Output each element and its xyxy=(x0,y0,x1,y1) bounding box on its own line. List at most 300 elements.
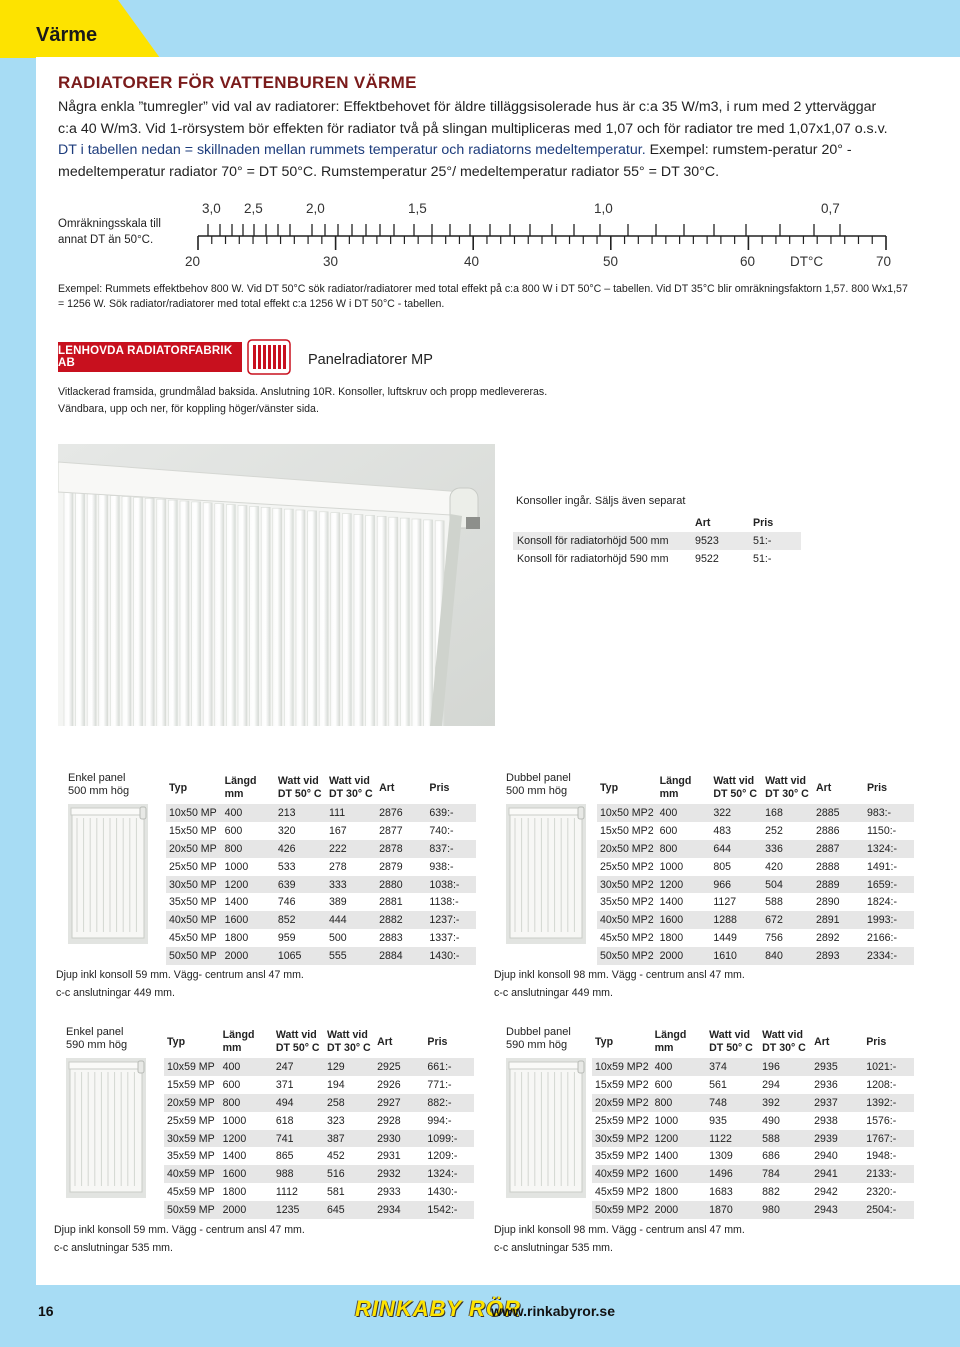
price-table-row xyxy=(592,1076,914,1094)
price-table-row xyxy=(166,911,476,929)
price-table-cell: 994:- xyxy=(427,1114,452,1127)
konsoll-cell: 9522 xyxy=(695,553,719,565)
konsoll-header-row xyxy=(513,514,801,532)
price-table-header: Pris xyxy=(866,781,887,794)
konsoll-note: Konsoller ingår. Säljs även separat xyxy=(516,495,686,507)
price-table-cell: 10x59 MP xyxy=(164,1058,220,1076)
radiator-rib xyxy=(296,510,305,726)
section-title: RADIATORER FÖR VATTENBUREN VÄRME xyxy=(58,73,417,92)
table-caption xyxy=(506,772,571,798)
price-table-cell: 2933 xyxy=(377,1186,401,1199)
price-table-cell: 1392:- xyxy=(863,1094,914,1112)
price-table-cell: 1800 xyxy=(224,932,249,945)
price-table-cell: 1610 xyxy=(710,947,762,965)
price-table-cell: 1021:- xyxy=(863,1058,914,1076)
radiator-thumbnail xyxy=(506,804,586,944)
radiator-rib xyxy=(238,506,247,727)
price-table-cell: 336 xyxy=(762,840,813,858)
price-table-cell: 1430:- xyxy=(427,1186,458,1199)
price-table-cell: 2882 xyxy=(376,911,426,929)
price-table-cell: 561 xyxy=(709,1078,727,1091)
price-table-cell: 167 xyxy=(328,824,347,837)
price-table-cell: 50x59 MP2 xyxy=(592,1201,652,1219)
price-table-cell: 2334:- xyxy=(864,947,914,965)
price-table-cell: 389 xyxy=(328,896,347,909)
price-table-cell: 980 xyxy=(759,1201,811,1219)
price-table-cell: 800 xyxy=(657,840,711,858)
price-table-row xyxy=(166,840,476,858)
price-table-cell: 2942 xyxy=(814,1186,838,1199)
price-table-header-row xyxy=(592,1026,914,1058)
price-table-cell: 840 xyxy=(762,947,813,965)
price-table-cell: 1491:- xyxy=(866,860,897,873)
table-caption xyxy=(66,1026,127,1052)
price-table-cell: 988 xyxy=(273,1165,324,1183)
price-table-cell: 247 xyxy=(273,1058,324,1076)
price-table-header: Watt vid DT 50° C xyxy=(713,775,758,800)
price-table-cell: 2879 xyxy=(379,860,403,873)
price-table-cell: 25x59 MP2 xyxy=(595,1114,649,1127)
price-table-cell: 196 xyxy=(759,1058,811,1076)
price-table-header: Pris xyxy=(427,1035,448,1048)
price-table-cell: 600 xyxy=(222,1078,241,1091)
price-table-header: Längd mm xyxy=(224,775,257,800)
price-table-cell: 1038:- xyxy=(426,876,476,894)
price-table-row xyxy=(592,1147,914,1165)
price-table-cell: 494 xyxy=(273,1094,324,1112)
price-table-cell: 1065 xyxy=(275,947,326,965)
price-table-header: Art xyxy=(815,781,832,794)
price-table-cell: 2000 xyxy=(652,1201,707,1219)
price-table-cell: 30x50 MP2 xyxy=(597,876,657,894)
price-table-cell: 555 xyxy=(326,947,376,965)
radiator-rib xyxy=(226,505,235,726)
scale-bottom-label: 40 xyxy=(464,254,480,269)
price-table-header: Watt vid DT 50° C xyxy=(709,1029,753,1054)
konsoll-row xyxy=(513,532,801,550)
price-table-cell: 258 xyxy=(324,1094,374,1112)
scale-top-label: 2,5 xyxy=(244,201,263,216)
price-table-cell: 1430:- xyxy=(426,947,476,965)
price-table-cell: 2935 xyxy=(811,1058,863,1076)
price-table-cell: 865 xyxy=(275,1150,294,1163)
table-caption-line: 590 mm hög xyxy=(506,1039,568,1051)
table-note: Djup inkl konsoll 59 mm. Vägg- centrum ansl 47 mm. xyxy=(56,969,304,981)
konsoll-row xyxy=(513,550,801,568)
scale-top-label: 0,7 xyxy=(821,201,840,216)
price-table-row xyxy=(597,893,914,911)
price-table-cell: 50x50 MP2 xyxy=(597,947,657,965)
price-table-cell: 400 xyxy=(222,804,275,822)
price-table-cell: 588 xyxy=(765,896,783,909)
price-table-cell: 2877 xyxy=(379,824,403,837)
price-table-cell: 800 xyxy=(222,840,275,858)
price-table-cell: 10x50 MP xyxy=(166,804,222,822)
price-table-cell: 50x59 MP xyxy=(164,1201,220,1219)
price-table-cell: 1122 xyxy=(706,1130,759,1148)
price-table-cell: 1000 xyxy=(224,860,249,873)
price-table-cell: 30x59 MP2 xyxy=(592,1130,652,1148)
price-table-cell: 40x50 MP xyxy=(166,911,222,929)
price-table-cell: 2938 xyxy=(814,1114,838,1127)
price-table-cell: 25x50 MP xyxy=(169,860,217,873)
price-table-cell: 600 xyxy=(224,824,243,837)
price-table-cell: 1600 xyxy=(652,1165,707,1183)
price-table-row xyxy=(166,822,476,840)
price-table-cell: 2880 xyxy=(376,876,426,894)
price-table-row xyxy=(166,876,476,894)
price-table-row xyxy=(592,1094,914,1112)
price-table-cell: 1683 xyxy=(709,1186,733,1199)
price-table xyxy=(164,1026,474,1219)
radiator-rib xyxy=(261,507,270,726)
price-table-cell: 1000 xyxy=(222,1114,247,1127)
scale-top-label: 1,5 xyxy=(408,201,427,216)
price-table-row xyxy=(164,1201,474,1219)
radiator-rib xyxy=(134,497,143,726)
price-table-cell: 1400 xyxy=(654,1150,679,1163)
price-table-cell: 20x50 MP2 xyxy=(597,840,657,858)
scale-bottom-label: 50 xyxy=(603,254,619,269)
table-caption-line: Enkel panel xyxy=(68,772,126,784)
price-table-cell: 1600 xyxy=(220,1165,273,1183)
price-table-cell: 15x50 MP2 xyxy=(600,824,654,837)
price-table-row xyxy=(164,1112,474,1130)
price-table-cell: 639 xyxy=(275,876,326,894)
price-table-cell: 2940 xyxy=(814,1150,838,1163)
scale-bottom-label: 70 xyxy=(876,254,892,269)
price-table-row xyxy=(597,929,914,947)
price-table-cell: 1288 xyxy=(710,911,762,929)
konsoll-cell: 51:- xyxy=(753,553,772,565)
price-table-cell: 581 xyxy=(326,1186,345,1199)
price-table-row xyxy=(592,1201,914,1219)
price-table-cell: 756 xyxy=(765,932,783,945)
price-table-cell: 111 xyxy=(326,804,376,822)
radiator-rib xyxy=(87,494,96,726)
price-table-cell: 837:- xyxy=(426,840,476,858)
price-table-header-row xyxy=(164,1026,474,1058)
price-table-cell: 483 xyxy=(713,824,732,837)
price-table-cell: 1948:- xyxy=(866,1150,897,1163)
product-title: Panelradiatorer MP xyxy=(308,352,433,368)
price-table-row xyxy=(597,822,914,840)
price-table-cell: 45x50 MP2 xyxy=(600,932,654,945)
radiator-rib xyxy=(412,519,421,726)
price-table-cell: 2886 xyxy=(815,824,840,837)
price-table-cell: 1237:- xyxy=(426,911,476,929)
table-note: Djup inkl konsoll 98 mm. Vägg - centrum ansl 47 mm. xyxy=(494,969,745,981)
price-table-cell: 2000 xyxy=(222,947,275,965)
price-table-header: Watt vid DT 30° C xyxy=(328,775,373,800)
price-table-cell: 400 xyxy=(220,1058,273,1076)
price-table-cell: 2939 xyxy=(811,1130,863,1148)
price-table-row xyxy=(164,1130,474,1148)
radiator-rib xyxy=(180,501,189,726)
footer-logo: RINKABY RÖR xyxy=(355,1296,521,1321)
price-table-cell: 40x59 MP xyxy=(164,1165,220,1183)
price-table-cell: 2166:- xyxy=(866,932,897,945)
table-caption xyxy=(68,772,129,798)
radiator-rib xyxy=(273,508,282,726)
price-table-cell: 1235 xyxy=(273,1201,324,1219)
price-table-cell: 1870 xyxy=(706,1201,759,1219)
price-table-cell: 35x50 MP xyxy=(169,896,217,909)
price-table-cell: 2892 xyxy=(815,932,840,945)
price-table-cell: 2928 xyxy=(377,1114,401,1127)
price-table-cell: 983:- xyxy=(864,804,914,822)
price-table-header: Längd mm xyxy=(222,1029,255,1054)
scale-label xyxy=(58,216,161,248)
brand-badge: LENHOVDA RADIATORFABRIK AB xyxy=(58,342,242,372)
table-caption-line: Dubbel panel xyxy=(506,772,571,784)
price-table-block xyxy=(494,772,914,1002)
scale-top-label: 1,0 xyxy=(594,201,613,216)
price-table-header: Art xyxy=(814,1035,830,1048)
price-table-row xyxy=(597,947,914,965)
price-table-cell: 600 xyxy=(654,1078,673,1091)
radiator-rib xyxy=(284,509,293,726)
price-table-cell: 1099:- xyxy=(424,1130,474,1148)
radiator-rib xyxy=(168,500,177,726)
table-caption-line: Dubbel panel xyxy=(506,1026,571,1038)
price-table-cell: 278 xyxy=(328,860,347,873)
price-table-cell: 45x50 MP xyxy=(169,932,217,945)
scale-top-label: 2,0 xyxy=(306,201,325,216)
radiator-rib xyxy=(366,515,375,726)
price-table-cell: 333 xyxy=(326,876,376,894)
price-table-cell: 320 xyxy=(277,824,296,837)
price-table-cell: 588 xyxy=(759,1130,811,1148)
price-table-cell: 400 xyxy=(652,1058,707,1076)
price-table-cell: 1200 xyxy=(220,1130,273,1148)
price-table-cell: 2927 xyxy=(374,1094,424,1112)
scale-label-line-2: annat DT än 50°C. xyxy=(58,234,154,246)
price-table-cell: 452 xyxy=(326,1150,345,1163)
price-table-cell: 805 xyxy=(713,860,732,873)
price-table-row xyxy=(166,947,476,965)
price-table-cell: 1209:- xyxy=(427,1150,458,1163)
price-table-cell: 426 xyxy=(275,840,326,858)
price-table-cell: 1000 xyxy=(659,860,684,873)
price-table-cell: 2876 xyxy=(376,804,426,822)
price-table-cell: 1200 xyxy=(222,876,275,894)
price-table-row xyxy=(164,1147,474,1165)
intro-text xyxy=(58,97,898,183)
table-caption-line: Enkel panel xyxy=(66,1026,124,1038)
price-table-cell: 1496 xyxy=(706,1165,759,1183)
price-table-cell: 2937 xyxy=(811,1094,863,1112)
price-table-cell: 1767:- xyxy=(863,1130,914,1148)
price-table-row xyxy=(164,1076,474,1094)
radiator-rib xyxy=(319,512,328,726)
radiator-photo xyxy=(58,444,495,726)
price-table-row xyxy=(166,804,476,822)
price-table-cell: 644 xyxy=(710,840,762,858)
scale-bottom-label: DT°C xyxy=(790,254,824,269)
price-table-row xyxy=(592,1130,914,1148)
price-table-cell: 444 xyxy=(326,911,376,929)
price-table-cell: 50x50 MP xyxy=(166,947,222,965)
price-table-cell: 1208:- xyxy=(866,1078,897,1091)
price-table-cell: 618 xyxy=(275,1114,294,1127)
price-table-header-row xyxy=(597,772,914,804)
price-table-cell: 600 xyxy=(659,824,678,837)
example-text: Exempel: Rummets effektbehov 800 W. Vid DT 50°C sök radiator/radiatorer med total effekt på c:a 800 W i DT 50°C – tabellen. Vid DT 35°C blir omräkningsfaktorn 1,57. 800 Wx1,57 = 1256 W. Sök radiator/radiatorer med total effekt c:a 1256 W i DT 50°C - tabellen. xyxy=(58,283,908,310)
price-table-header: Watt vid DT 50° C xyxy=(275,1029,320,1054)
konsoll-cell: Konsoll för radiatorhöjd 500 mm xyxy=(513,532,691,550)
price-table-cell: 2504:- xyxy=(863,1201,914,1219)
scale-ticks xyxy=(198,224,886,250)
price-table-block xyxy=(56,772,476,1002)
price-table-cell: 1542:- xyxy=(424,1201,474,1219)
price-table-cell: 2884 xyxy=(376,947,426,965)
price-table-header: Watt vid DT 30° C xyxy=(326,1029,371,1054)
price-table-cell: 2881 xyxy=(379,896,403,909)
table-caption-line: 500 mm hög xyxy=(68,785,130,797)
table-caption-line: 590 mm hög xyxy=(66,1039,128,1051)
price-table-cell: 771:- xyxy=(427,1078,452,1091)
price-table-cell: 1127 xyxy=(713,896,737,909)
price-table-cell: 2889 xyxy=(813,876,864,894)
radiator-thumbnail xyxy=(68,804,148,944)
price-table-cell: 1600 xyxy=(222,911,275,929)
price-table-cell: 35x59 MP2 xyxy=(595,1150,649,1163)
scale-label-line-1: Omräkningsskala till xyxy=(58,218,161,230)
footer-url[interactable]: www.rinkabyror.se xyxy=(491,1303,615,1319)
price-table-cell: 1112 xyxy=(275,1186,298,1199)
price-table-row xyxy=(597,804,914,822)
price-table-cell: 882:- xyxy=(424,1094,474,1112)
price-table-cell: 966 xyxy=(710,876,762,894)
scale-bottom-label: 60 xyxy=(740,254,756,269)
price-table-cell: 20x59 MP2 xyxy=(592,1094,652,1112)
price-table-header: Pris xyxy=(429,781,450,794)
radiator-rib xyxy=(145,498,154,726)
price-table-row xyxy=(592,1165,914,1183)
price-table-cell: 374 xyxy=(706,1058,759,1076)
price-table-row xyxy=(597,840,914,858)
conversion-scale xyxy=(180,194,900,272)
price-table-cell: 1993:- xyxy=(864,911,914,929)
price-table-cell: 45x59 MP2 xyxy=(595,1186,649,1199)
price-table-header: Watt vid DT 30° C xyxy=(765,775,809,800)
intro-text-2: Exempel: rumstem-peratur 20° - medeltemperatur radiator 70° = DT 50°C. Rumstemperatur 25°/ medeltemperatur radiator 55° = DT 30°C. xyxy=(58,142,852,180)
price-table-cell: 672 xyxy=(762,911,813,929)
price-table-header: Typ xyxy=(595,1035,614,1048)
price-table-cell: 500 xyxy=(328,932,347,945)
price-table-cell: 2932 xyxy=(374,1165,424,1183)
price-table-cell: 1800 xyxy=(654,1186,679,1199)
price-table-cell: 645 xyxy=(324,1201,374,1219)
price-table-header: Typ xyxy=(167,1035,186,1048)
price-table-cell: 1824:- xyxy=(866,896,897,909)
radiator-rib xyxy=(192,502,201,726)
price-table-cell: 194 xyxy=(326,1078,345,1091)
price-table-cell: 2925 xyxy=(374,1058,424,1076)
konsoll-cell: 9523 xyxy=(691,532,749,550)
price-table-cell: 1576:- xyxy=(866,1114,897,1127)
price-table-row xyxy=(164,1183,474,1201)
price-table-block xyxy=(54,1026,474,1256)
radiator-rib xyxy=(76,493,85,726)
konsoll-header: Art xyxy=(695,517,711,529)
price-table-cell: 2883 xyxy=(379,932,403,945)
price-table-cell: 639:- xyxy=(426,804,476,822)
price-table-cell: 35x59 MP xyxy=(167,1150,215,1163)
price-table-row xyxy=(597,876,914,894)
radiator-rib xyxy=(342,514,351,726)
price-table-cell: 15x59 MP xyxy=(167,1078,215,1091)
konsoll-cell: 51:- xyxy=(749,532,801,550)
price-table-row xyxy=(166,893,476,911)
price-table-cell: 2888 xyxy=(815,860,840,873)
price-table-cell: 800 xyxy=(652,1094,707,1112)
table-caption-line: 500 mm hög xyxy=(506,785,568,797)
price-table xyxy=(166,772,476,965)
price-table-cell: 800 xyxy=(220,1094,273,1112)
price-table-row xyxy=(166,929,476,947)
radiator-rib xyxy=(64,492,73,726)
price-table xyxy=(597,772,914,965)
price-table-cell: 504 xyxy=(762,876,813,894)
price-table-header: Art xyxy=(377,1035,393,1048)
price-table-cell: 371 xyxy=(275,1078,294,1091)
price-table-header: Art xyxy=(379,781,395,794)
page-number: 16 xyxy=(38,1303,54,1319)
radiator-rib xyxy=(215,504,224,726)
price-table-cell: 10x59 MP2 xyxy=(592,1058,652,1076)
radiator-rib xyxy=(250,506,259,726)
product-description xyxy=(58,384,758,417)
radiator-rib xyxy=(157,499,166,726)
radiator-rib xyxy=(377,516,386,726)
price-table-cell: 490 xyxy=(762,1114,780,1127)
price-table-block xyxy=(494,1026,914,1256)
price-table-cell: 1800 xyxy=(222,1186,247,1199)
price-table-cell: 222 xyxy=(326,840,376,858)
radiator-thumbnail xyxy=(506,1058,586,1198)
radiator-rib xyxy=(424,520,433,726)
price-table-cell: 2320:- xyxy=(866,1186,897,1199)
price-table-header: Längd mm xyxy=(659,775,692,800)
price-table-cell: 15x59 MP2 xyxy=(595,1078,649,1091)
radiator-rib xyxy=(354,515,363,727)
radiator-rib xyxy=(110,496,119,726)
price-table-row xyxy=(592,1183,914,1201)
price-table-cell: 213 xyxy=(275,804,326,822)
price-table-cell: 740:- xyxy=(429,824,454,837)
price-table-cell: 20x50 MP xyxy=(166,840,222,858)
price-table-header-row xyxy=(166,772,476,804)
price-table-cell: 322 xyxy=(710,804,762,822)
price-table-cell: 852 xyxy=(275,911,326,929)
price-table-header: Typ xyxy=(600,781,619,794)
scale-top-label: 3,0 xyxy=(202,201,221,216)
price-table-cell: 1400 xyxy=(224,896,249,909)
price-table-cell: 882 xyxy=(762,1186,780,1199)
price-table-cell: 2941 xyxy=(811,1165,863,1183)
price-table-header: Längd mm xyxy=(654,1029,687,1054)
table-note: c-c anslutningar 449 mm. xyxy=(494,987,613,999)
radiator-rib xyxy=(122,497,131,727)
price-table-cell: 20x59 MP xyxy=(164,1094,220,1112)
price-table-cell: 387 xyxy=(324,1130,374,1148)
price-table-cell: 1659:- xyxy=(864,876,914,894)
price-table-cell: 935 xyxy=(709,1114,727,1127)
price-table-cell: 959 xyxy=(277,932,296,945)
price-table-cell: 938:- xyxy=(429,860,454,873)
